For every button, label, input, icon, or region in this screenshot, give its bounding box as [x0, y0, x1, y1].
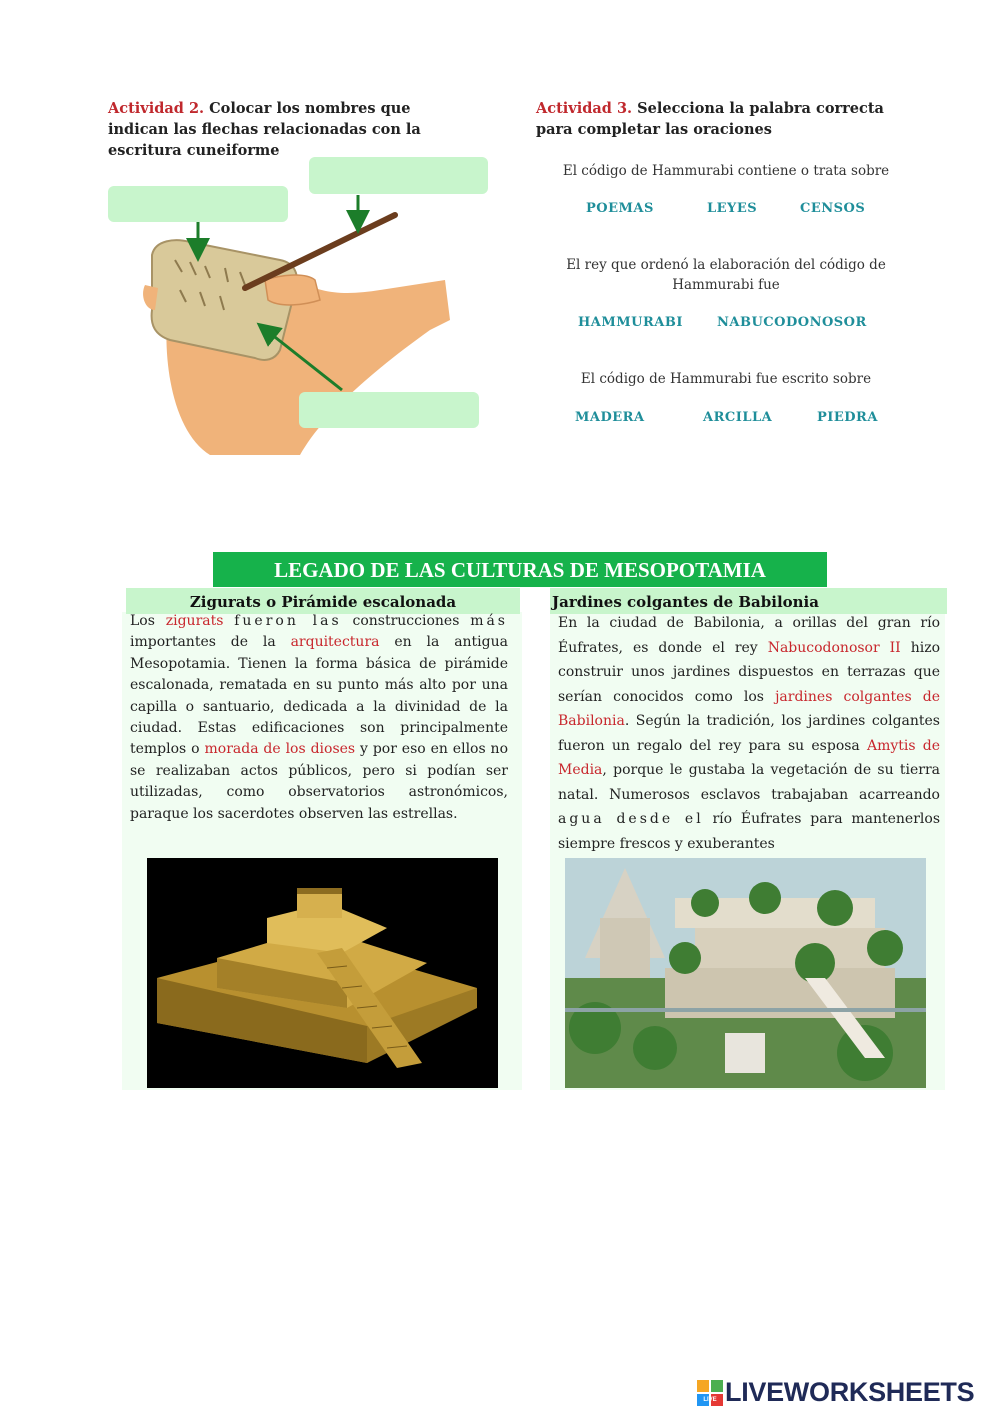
jardines-heading: Jardines colgantes de Babilonia — [550, 588, 947, 614]
option-hammurabi[interactable]: HAMMURABI — [578, 315, 683, 330]
option-arcilla[interactable]: ARCILLA — [703, 410, 773, 425]
liveworksheets-icon — [697, 1380, 723, 1406]
activity-2-instruction: Colocar los nombres que indican las flechas relacionadas con la escritura cuneiforme — [108, 100, 421, 159]
option-nabucodonosor[interactable]: NABUCODONOSOR — [717, 315, 867, 330]
option-madera[interactable]: MADERA — [575, 410, 645, 425]
liveworksheets-logo — [697, 1378, 997, 1410]
activity-3-label: Actividad 3. — [536, 100, 633, 117]
jardines-text: En la ciudad de Babilonia, a orillas del gran río Éufrates, es donde el rey Nabucodonosor II hizo construir unos jardines dispuestos en terrazas que serían conocidos como los jardines colgantes de Babilonia. Según la tradición, los jardines colgantes fueron un regalo del rey para su esposa Amytis de Media, porque le gustaba la vegetación de su tierra natal. Numerosos esclavos trabajaban acarreando agua desde el río Éufrates para mantenerlos siempre frescos y exuberantes — [558, 615, 941, 852]
ziggurat-image — [147, 858, 498, 1088]
answer-box-3[interactable] — [299, 392, 479, 428]
legacy-title: LEGADO DE LAS CULTURAS DE MESOPOTAMIA — [213, 552, 827, 587]
arrow-clay — [266, 330, 342, 390]
question-2: El rey que ordenó la elaboración del código de Hammurabi fue — [566, 257, 886, 293]
answer-input-3[interactable] — [299, 392, 479, 428]
liveworksheets-wordmark: LIVEWORKSHEETS — [725, 1377, 975, 1407]
answer-box-1[interactable] — [108, 186, 288, 222]
question-3: El código de Hammurabi fue escrito sobre — [580, 371, 872, 387]
activity-3-instruction: Selecciona la palabra correcta para completar las oraciones — [536, 100, 884, 138]
question-1: El código de Hammurabi contiene o trata sobre — [562, 163, 890, 179]
option-leyes[interactable]: LEYES — [707, 201, 758, 216]
activity-3-title — [536, 98, 906, 140]
answer-input-2[interactable] — [309, 157, 488, 194]
hanging-gardens-image — [565, 858, 926, 1088]
activity-2-label: Actividad 2. — [108, 100, 205, 117]
zigurats-text: Los zigurats fueron las construcciones más importantes de la arquitectura en la antigua Mesopotamia. Tienen la forma básica de pirámide escalonada, rematada en su punto más alto por una capilla o santuario, dedicada a la divinidad de la ciudad. Estas edificaciones son principalmente templos o morada de los dioses y por eso en ellos no se realizaban actos públicos, pero si podían ser utilizadas, como observatorios astronómicos, paraque los sacerdotes observen las estrellas. — [130, 613, 509, 822]
option-poemas[interactable]: POEMAS — [586, 201, 654, 216]
option-piedra[interactable]: PIEDRA — [817, 410, 878, 425]
option-censos[interactable]: CENSOS — [800, 201, 866, 216]
answer-box-2[interactable] — [309, 157, 488, 194]
answer-input-1[interactable] — [108, 186, 288, 222]
svg-text:LIVE: LIVE — [703, 1397, 717, 1403]
zigurats-heading: Zigurats o Pirámide escalonada — [126, 588, 520, 614]
